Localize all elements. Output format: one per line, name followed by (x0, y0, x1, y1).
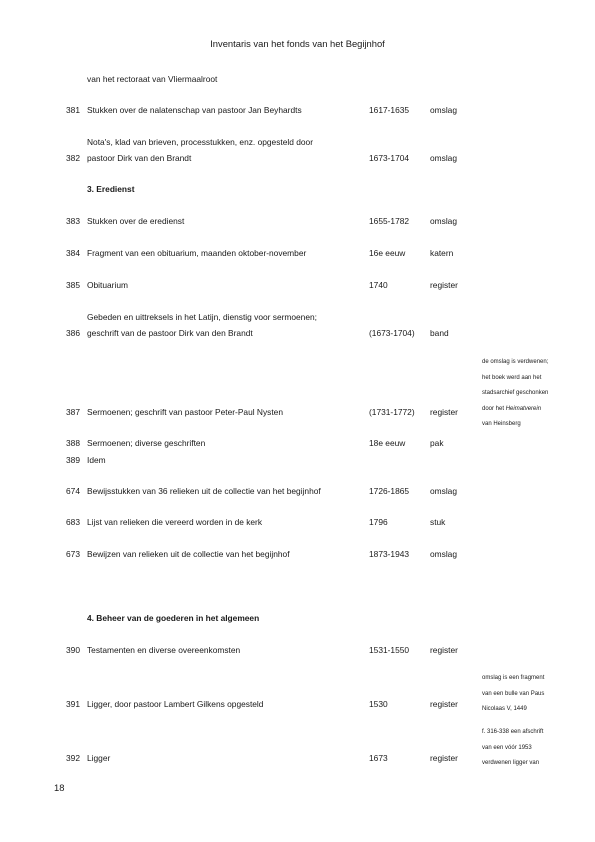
entry-note: omslag is een fragment van een bulle van Paus Nicolaas V, 1449 (482, 675, 545, 712)
section-heading: 3. Eredienst (87, 184, 135, 194)
entry-number: 673 (66, 549, 80, 559)
entry-description: Gebeden en uittreksels in het Latijn, dienstig voor sermoenen; (87, 312, 317, 322)
entry-description: Ligger (87, 753, 111, 763)
entry-note: f. 316-338 een afschrift van een vóór 1953 verdwenen ligger van (482, 729, 544, 766)
entry-number: 384 (66, 248, 80, 258)
entry-description: Sermoenen; diverse geschriften (87, 438, 206, 448)
entry-description: Bewijzen van relieken uit de collectie van het begijnhof (87, 549, 290, 559)
entry-date: 1531-1550 (369, 645, 410, 655)
entry-format: band (430, 328, 449, 338)
entry-description: Testamenten en diverse overeenkomsten (87, 645, 241, 655)
entry-date: 1726-1865 (369, 486, 410, 496)
continuation-text: van het rectoraat van Vliermaalroot (87, 74, 218, 84)
entry-date: 18e eeuw (369, 438, 406, 448)
entry-format: omslag (430, 486, 457, 496)
entry-format: omslag (430, 216, 457, 226)
entry-date: 1673-1704 (369, 153, 410, 163)
entry-number: 392 (66, 753, 80, 763)
entry-description: Stukken over de nalatenschap van pastoor Jan Beyhardts (87, 105, 302, 115)
entry-date: 1796 (369, 517, 388, 527)
entry-date: (1731-1772) (369, 407, 415, 417)
entry-date: 1740 (369, 280, 388, 290)
entry-description: Sermoenen; geschrift van pastoor Peter-Paul Nysten (87, 407, 283, 417)
entry-format: stuk (430, 517, 446, 527)
entry-date: 1530 (369, 699, 388, 709)
entry-number: 385 (66, 280, 80, 290)
entry-number: 391 (66, 699, 80, 709)
entry-description: Ligger, door pastoor Lambert Gilkens opgesteld (87, 699, 264, 709)
entry-date: 16e eeuw (369, 248, 406, 258)
entry-number: 389 (66, 455, 80, 465)
entry-date: 1873-1943 (369, 549, 410, 559)
entry-format: register (430, 407, 458, 417)
entry-number: 387 (66, 407, 80, 417)
entry-number: 390 (66, 645, 80, 655)
entry-description: pastoor Dirk van den Brandt (87, 153, 192, 163)
entry-date: (1673-1704) (369, 328, 415, 338)
entry-format: katern (430, 248, 454, 258)
entry-format: register (430, 699, 458, 709)
entry-number: 382 (66, 153, 80, 163)
entry-format: omslag (430, 105, 457, 115)
entry-description: Lijst van relieken die vereerd worden in de kerk (87, 517, 263, 527)
entry-number: 386 (66, 328, 80, 338)
entry-description: Nota's, klad van brieven, processtukken, enz. opgesteld door (87, 137, 313, 147)
entry-date: 1673 (369, 753, 388, 763)
entry-format: register (430, 645, 458, 655)
section-heading: 4. Beheer van de goederen in het algemeen (87, 613, 260, 623)
entry-format: register (430, 753, 458, 763)
entry-number: 381 (66, 105, 80, 115)
entry-note: de omslag is verdwenen; het boek werd aan het stadsarchief geschonken door het Heimatverein van Heinsberg (482, 359, 549, 427)
entry-description: Stukken over de eredienst (87, 216, 185, 226)
entry-date: 1655-1782 (369, 216, 410, 226)
entry-format: pak (430, 438, 444, 448)
entry-description: Idem (87, 455, 106, 465)
entry-description: Bewijsstukken van 36 relieken uit de collectie van het begijnhof (87, 486, 321, 496)
entry-format: omslag (430, 153, 457, 163)
entry-number: 383 (66, 216, 80, 226)
entry-description: geschrift van de pastoor Dirk van den Brandt (87, 328, 253, 338)
entry-date: 1617-1635 (369, 105, 410, 115)
entry-description: Fragment van een obituarium, maanden oktober-november (87, 248, 307, 258)
entry-description: Obituarium (87, 280, 128, 290)
page-title: Inventaris van het fonds van het Begijnhof (210, 38, 385, 49)
page-number: 18 (54, 782, 65, 793)
entry-number: 683 (66, 517, 80, 527)
entry-format: register (430, 280, 458, 290)
entry-number: 388 (66, 438, 80, 448)
entry-format: omslag (430, 549, 457, 559)
entry-number: 674 (66, 486, 80, 496)
